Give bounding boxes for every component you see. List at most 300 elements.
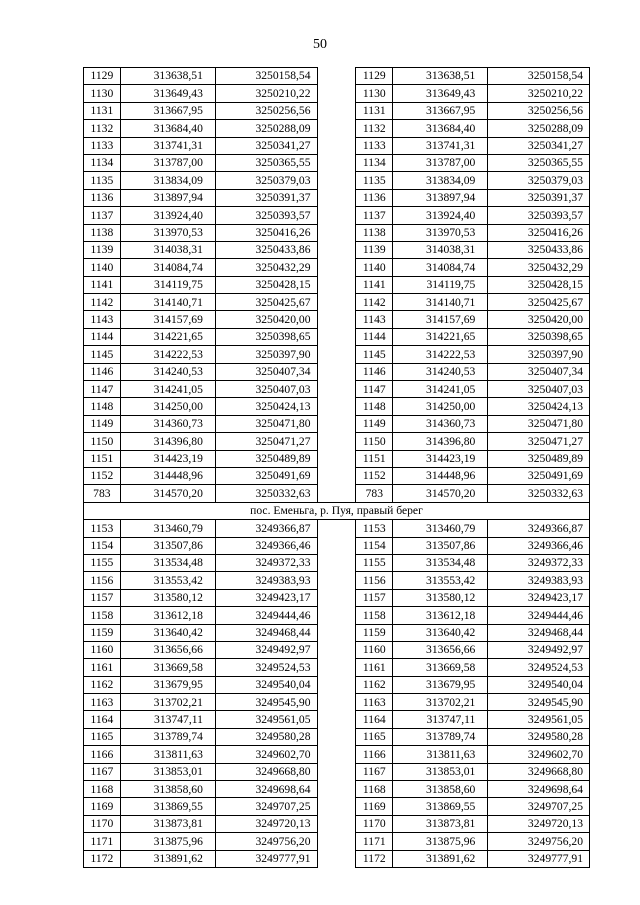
y-coordinate-right: 3250379,03	[488, 172, 590, 189]
point-number-right: 1172	[356, 850, 393, 867]
y-coordinate-left: 3250407,03	[215, 381, 317, 398]
x-coordinate-right: 313741,31	[393, 137, 488, 154]
y-coordinate-right: 3250433,86	[488, 241, 590, 258]
y-coordinate-right: 3250391,37	[488, 189, 590, 206]
column-gap	[317, 815, 356, 832]
column-gap	[317, 711, 356, 728]
point-number-left: 1150	[84, 433, 121, 450]
table-row	[84, 381, 590, 398]
y-coordinate-left: 3249756,20	[215, 833, 317, 850]
x-coordinate-right: 313580,12	[393, 589, 488, 606]
x-coordinate-left: 313834,09	[120, 172, 215, 189]
x-coordinate-right: 313897,94	[393, 189, 488, 206]
x-coordinate-left: 314360,73	[120, 415, 215, 432]
point-number-right: 1163	[356, 694, 393, 711]
y-coordinate-left: 3250288,09	[215, 120, 317, 137]
table-row	[84, 85, 590, 102]
y-coordinate-left: 3249540,04	[215, 676, 317, 693]
x-coordinate-left: 314448,96	[120, 467, 215, 484]
column-gap	[317, 311, 356, 328]
point-number-right: 1157	[356, 589, 393, 606]
table-row	[84, 607, 590, 624]
column-gap	[317, 781, 356, 798]
x-coordinate-right: 314360,73	[393, 415, 488, 432]
y-coordinate-left: 3250379,03	[215, 172, 317, 189]
column-gap	[317, 728, 356, 745]
x-coordinate-right: 314222,53	[393, 346, 488, 363]
table-row	[84, 137, 590, 154]
y-coordinate-right: 3250332,63	[488, 485, 590, 502]
y-coordinate-right: 3249366,46	[488, 537, 590, 554]
x-coordinate-left: 313741,31	[120, 137, 215, 154]
y-coordinate-left: 3250398,65	[215, 328, 317, 345]
x-coordinate-left: 313747,11	[120, 711, 215, 728]
column-gap	[317, 102, 356, 119]
x-coordinate-left: 313679,95	[120, 676, 215, 693]
column-gap	[317, 328, 356, 345]
table-row	[84, 659, 590, 676]
x-coordinate-right: 313684,40	[393, 120, 488, 137]
x-coordinate-left: 313640,42	[120, 624, 215, 641]
table-row	[84, 781, 590, 798]
x-coordinate-right: 314140,71	[393, 294, 488, 311]
x-coordinate-left: 313875,96	[120, 833, 215, 850]
point-number-right: 1144	[356, 328, 393, 345]
y-coordinate-right: 3250424,13	[488, 398, 590, 415]
table-row	[84, 728, 590, 745]
y-coordinate-right: 3249668,80	[488, 763, 590, 780]
point-number-right: 1161	[356, 659, 393, 676]
point-number-right: 1166	[356, 746, 393, 763]
point-number-left: 1169	[84, 798, 121, 815]
y-coordinate-left: 3250433,86	[215, 241, 317, 258]
y-coordinate-right: 3250365,55	[488, 154, 590, 171]
x-coordinate-left: 314221,65	[120, 328, 215, 345]
y-coordinate-left: 3249366,46	[215, 537, 317, 554]
y-coordinate-left: 3249444,46	[215, 607, 317, 624]
y-coordinate-left: 3249602,70	[215, 746, 317, 763]
point-number-right: 1159	[356, 624, 393, 641]
point-number-left: 1161	[84, 659, 121, 676]
table-row	[84, 798, 590, 815]
point-number-left: 1132	[84, 120, 121, 137]
point-number-left: 1138	[84, 224, 121, 241]
column-gap	[317, 346, 356, 363]
point-number-right: 1145	[356, 346, 393, 363]
y-coordinate-left: 3250425,67	[215, 294, 317, 311]
y-coordinate-left: 3249580,28	[215, 728, 317, 745]
x-coordinate-left: 313787,00	[120, 154, 215, 171]
y-coordinate-right: 3249524,53	[488, 659, 590, 676]
x-coordinate-left: 313534,48	[120, 554, 215, 571]
column-gap	[317, 398, 356, 415]
column-gap	[317, 189, 356, 206]
table-row	[84, 572, 590, 589]
point-number-left: 1136	[84, 189, 121, 206]
column-gap	[317, 746, 356, 763]
x-coordinate-left: 313811,63	[120, 746, 215, 763]
y-coordinate-right: 3249423,17	[488, 589, 590, 606]
x-coordinate-left: 313789,74	[120, 728, 215, 745]
point-number-right: 1148	[356, 398, 393, 415]
table-row	[84, 433, 590, 450]
x-coordinate-left: 313507,86	[120, 537, 215, 554]
column-gap	[317, 676, 356, 693]
table-row	[84, 276, 590, 293]
column-gap	[317, 485, 356, 502]
table-row	[84, 641, 590, 658]
y-coordinate-right: 3250489,89	[488, 450, 590, 467]
x-coordinate-right: 313534,48	[393, 554, 488, 571]
point-number-right: 1154	[356, 537, 393, 554]
y-coordinate-left: 3250332,63	[215, 485, 317, 502]
point-number-left: 1153	[84, 520, 121, 537]
y-coordinate-left: 3249372,33	[215, 554, 317, 571]
point-number-right: 1170	[356, 815, 393, 832]
column-gap	[317, 659, 356, 676]
y-coordinate-right: 3250428,15	[488, 276, 590, 293]
column-gap	[317, 137, 356, 154]
x-coordinate-right: 313747,11	[393, 711, 488, 728]
x-coordinate-left: 313897,94	[120, 189, 215, 206]
table-row	[84, 815, 590, 832]
y-coordinate-left: 3250393,57	[215, 207, 317, 224]
point-number-left: 1133	[84, 137, 121, 154]
point-number-right: 1143	[356, 311, 393, 328]
x-coordinate-right: 313834,09	[393, 172, 488, 189]
y-coordinate-left: 3250210,22	[215, 85, 317, 102]
x-coordinate-left: 313656,66	[120, 641, 215, 658]
y-coordinate-left: 3249545,90	[215, 694, 317, 711]
x-coordinate-left: 313853,01	[120, 763, 215, 780]
point-number-left: 1163	[84, 694, 121, 711]
x-coordinate-right: 313553,42	[393, 572, 488, 589]
point-number-left: 1139	[84, 241, 121, 258]
y-coordinate-right: 3250471,27	[488, 433, 590, 450]
point-number-left: 1145	[84, 346, 121, 363]
x-coordinate-left: 313873,81	[120, 815, 215, 832]
column-gap	[317, 833, 356, 850]
table-row	[84, 554, 590, 571]
y-coordinate-right: 3250158,54	[488, 68, 590, 85]
column-gap	[317, 68, 356, 85]
table-row	[84, 537, 590, 554]
point-number-left: 1152	[84, 467, 121, 484]
x-coordinate-left: 313553,42	[120, 572, 215, 589]
y-coordinate-right: 3250256,56	[488, 102, 590, 119]
y-coordinate-right: 3249372,33	[488, 554, 590, 571]
table-row	[84, 763, 590, 780]
y-coordinate-right: 3250416,26	[488, 224, 590, 241]
x-coordinate-right: 314084,74	[393, 259, 488, 276]
point-number-right: 1149	[356, 415, 393, 432]
point-number-left: 783	[84, 485, 121, 502]
y-coordinate-right: 3250398,65	[488, 328, 590, 345]
x-coordinate-right: 313679,95	[393, 676, 488, 693]
column-gap	[317, 589, 356, 606]
point-number-right: 1135	[356, 172, 393, 189]
point-number-left: 1134	[84, 154, 121, 171]
y-coordinate-right: 3249580,28	[488, 728, 590, 745]
table-row	[84, 68, 590, 85]
x-coordinate-right: 313853,01	[393, 763, 488, 780]
x-coordinate-right: 314396,80	[393, 433, 488, 450]
y-coordinate-right: 3250210,22	[488, 85, 590, 102]
x-coordinate-right: 314250,00	[393, 398, 488, 415]
point-number-right: 1156	[356, 572, 393, 589]
x-coordinate-left: 313891,62	[120, 850, 215, 867]
point-number-left: 1129	[84, 68, 121, 85]
point-number-left: 1147	[84, 381, 121, 398]
table-row	[84, 467, 590, 484]
table-row	[84, 415, 590, 432]
point-number-left: 1130	[84, 85, 121, 102]
point-number-left: 1154	[84, 537, 121, 554]
y-coordinate-right: 3250397,90	[488, 346, 590, 363]
y-coordinate-left: 3249423,17	[215, 589, 317, 606]
column-gap	[317, 467, 356, 484]
point-number-right: 1158	[356, 607, 393, 624]
column-gap	[317, 641, 356, 658]
x-coordinate-left: 314396,80	[120, 433, 215, 450]
table-row	[84, 241, 590, 258]
point-number-left: 1165	[84, 728, 121, 745]
y-coordinate-left: 3250420,00	[215, 311, 317, 328]
point-number-left: 1157	[84, 589, 121, 606]
table-row	[84, 189, 590, 206]
x-coordinate-right: 313667,95	[393, 102, 488, 119]
x-coordinate-right: 313656,66	[393, 641, 488, 658]
point-number-right: 1146	[356, 363, 393, 380]
x-coordinate-right: 313612,18	[393, 607, 488, 624]
x-coordinate-right: 314423,19	[393, 450, 488, 467]
column-gap	[317, 259, 356, 276]
x-coordinate-left: 313702,21	[120, 694, 215, 711]
table-row	[84, 711, 590, 728]
x-coordinate-right: 313787,00	[393, 154, 488, 171]
x-coordinate-left: 313580,12	[120, 589, 215, 606]
table-row	[84, 363, 590, 380]
column-gap	[317, 154, 356, 171]
point-number-right: 1151	[356, 450, 393, 467]
y-coordinate-left: 3249366,87	[215, 520, 317, 537]
y-coordinate-right: 3249720,13	[488, 815, 590, 832]
point-number-left: 1131	[84, 102, 121, 119]
y-coordinate-left: 3250416,26	[215, 224, 317, 241]
point-number-right: 1134	[356, 154, 393, 171]
point-number-right: 1141	[356, 276, 393, 293]
column-gap	[317, 241, 356, 258]
point-number-right: 1142	[356, 294, 393, 311]
column-gap	[317, 294, 356, 311]
column-gap	[317, 224, 356, 241]
y-coordinate-right: 3250471,80	[488, 415, 590, 432]
table-row	[84, 224, 590, 241]
y-coordinate-left: 3250397,90	[215, 346, 317, 363]
x-coordinate-right: 314241,05	[393, 381, 488, 398]
x-coordinate-right: 313811,63	[393, 746, 488, 763]
x-coordinate-right: 313869,55	[393, 798, 488, 815]
point-number-left: 1135	[84, 172, 121, 189]
table-row	[84, 676, 590, 693]
point-number-left: 1166	[84, 746, 121, 763]
point-number-left: 1167	[84, 763, 121, 780]
x-coordinate-right: 313873,81	[393, 815, 488, 832]
table-row	[84, 311, 590, 328]
x-coordinate-left: 314250,00	[120, 398, 215, 415]
y-coordinate-left: 3250491,69	[215, 467, 317, 484]
point-number-right: 1130	[356, 85, 393, 102]
y-coordinate-left: 3250341,27	[215, 137, 317, 154]
x-coordinate-right: 313858,60	[393, 781, 488, 798]
point-number-left: 1168	[84, 781, 121, 798]
column-gap	[317, 572, 356, 589]
x-coordinate-right: 313875,96	[393, 833, 488, 850]
y-coordinate-left: 3250471,80	[215, 415, 317, 432]
x-coordinate-right: 313970,53	[393, 224, 488, 241]
x-coordinate-right: 313507,86	[393, 537, 488, 554]
point-number-right: 1150	[356, 433, 393, 450]
table-row	[84, 120, 590, 137]
column-gap	[317, 172, 356, 189]
section-title: пос. Еменьга, р. Пуя, правый берег	[84, 502, 590, 519]
y-coordinate-right: 3250425,67	[488, 294, 590, 311]
page-number: 50	[313, 37, 327, 52]
point-number-left: 1148	[84, 398, 121, 415]
point-number-right: 1169	[356, 798, 393, 815]
column-gap	[317, 554, 356, 571]
x-coordinate-left: 313924,40	[120, 207, 215, 224]
y-coordinate-right: 3250491,69	[488, 467, 590, 484]
x-coordinate-right: 314448,96	[393, 467, 488, 484]
table-row	[84, 154, 590, 171]
x-coordinate-left: 314241,05	[120, 381, 215, 398]
x-coordinate-right: 313891,62	[393, 850, 488, 867]
x-coordinate-left: 313638,51	[120, 68, 215, 85]
coordinates-table	[83, 67, 590, 868]
point-number-right: 1164	[356, 711, 393, 728]
point-number-left: 1144	[84, 328, 121, 345]
point-number-left: 1155	[84, 554, 121, 571]
y-coordinate-right: 3249545,90	[488, 694, 590, 711]
x-coordinate-left: 314119,75	[120, 276, 215, 293]
y-coordinate-left: 3249668,80	[215, 763, 317, 780]
table-row	[84, 694, 590, 711]
y-coordinate-right: 3249383,93	[488, 572, 590, 589]
x-coordinate-left: 313970,53	[120, 224, 215, 241]
x-coordinate-left: 314038,31	[120, 241, 215, 258]
table-row	[84, 172, 590, 189]
y-coordinate-left: 3249468,44	[215, 624, 317, 641]
x-coordinate-right: 314570,20	[393, 485, 488, 502]
point-number-left: 1143	[84, 311, 121, 328]
y-coordinate-right: 3250407,03	[488, 381, 590, 398]
column-gap	[317, 433, 356, 450]
table-row	[84, 450, 590, 467]
y-coordinate-left: 3249720,13	[215, 815, 317, 832]
table-row	[84, 328, 590, 345]
column-gap	[317, 381, 356, 398]
y-coordinate-left: 3250471,27	[215, 433, 317, 450]
point-number-right: 1139	[356, 241, 393, 258]
y-coordinate-left: 3250424,13	[215, 398, 317, 415]
column-gap	[317, 607, 356, 624]
y-coordinate-right: 3249602,70	[488, 746, 590, 763]
y-coordinate-left: 3250256,56	[215, 102, 317, 119]
point-number-right: 1153	[356, 520, 393, 537]
y-coordinate-right: 3249444,46	[488, 607, 590, 624]
x-coordinate-left: 314140,71	[120, 294, 215, 311]
column-gap	[317, 798, 356, 815]
point-number-right: 1160	[356, 641, 393, 658]
column-gap	[317, 450, 356, 467]
point-number-right: 1171	[356, 833, 393, 850]
y-coordinate-left: 3249524,53	[215, 659, 317, 676]
section-row	[84, 502, 590, 519]
table-row	[84, 398, 590, 415]
column-gap	[317, 85, 356, 102]
point-number-right: 1138	[356, 224, 393, 241]
y-coordinate-right: 3249707,25	[488, 798, 590, 815]
column-gap	[317, 363, 356, 380]
column-gap	[317, 624, 356, 641]
x-coordinate-right: 313702,21	[393, 694, 488, 711]
point-number-left: 1159	[84, 624, 121, 641]
point-number-left: 1172	[84, 850, 121, 867]
y-coordinate-left: 3250428,15	[215, 276, 317, 293]
y-coordinate-right: 3249366,87	[488, 520, 590, 537]
point-number-right: 1131	[356, 102, 393, 119]
x-coordinate-left: 313460,79	[120, 520, 215, 537]
y-coordinate-left: 3249707,25	[215, 798, 317, 815]
table-row	[84, 259, 590, 276]
table-row	[84, 520, 590, 537]
y-coordinate-right: 3249561,05	[488, 711, 590, 728]
point-number-left: 1141	[84, 276, 121, 293]
x-coordinate-right: 313649,43	[393, 85, 488, 102]
y-coordinate-right: 3249698,64	[488, 781, 590, 798]
y-coordinate-left: 3250432,29	[215, 259, 317, 276]
x-coordinate-left: 313667,95	[120, 102, 215, 119]
point-number-right: 1155	[356, 554, 393, 571]
column-gap	[317, 763, 356, 780]
y-coordinate-right: 3249492,97	[488, 641, 590, 658]
point-number-right: 1136	[356, 189, 393, 206]
point-number-left: 1137	[84, 207, 121, 224]
point-number-left: 1142	[84, 294, 121, 311]
x-coordinate-left: 313649,43	[120, 85, 215, 102]
y-coordinate-left: 3250407,34	[215, 363, 317, 380]
point-number-left: 1171	[84, 833, 121, 850]
point-number-right: 1140	[356, 259, 393, 276]
y-coordinate-right: 3249777,91	[488, 850, 590, 867]
point-number-left: 1156	[84, 572, 121, 589]
x-coordinate-left: 313612,18	[120, 607, 215, 624]
x-coordinate-right: 314221,65	[393, 328, 488, 345]
point-number-right: 1132	[356, 120, 393, 137]
y-coordinate-right: 3250393,57	[488, 207, 590, 224]
y-coordinate-right: 3250341,27	[488, 137, 590, 154]
point-number-right: 1167	[356, 763, 393, 780]
x-coordinate-right: 314240,53	[393, 363, 488, 380]
y-coordinate-left: 3249383,93	[215, 572, 317, 589]
y-coordinate-right: 3249756,20	[488, 833, 590, 850]
x-coordinate-left: 313858,60	[120, 781, 215, 798]
column-gap	[317, 276, 356, 293]
point-number-right: 1152	[356, 467, 393, 484]
table-row	[84, 746, 590, 763]
x-coordinate-left: 313669,58	[120, 659, 215, 676]
